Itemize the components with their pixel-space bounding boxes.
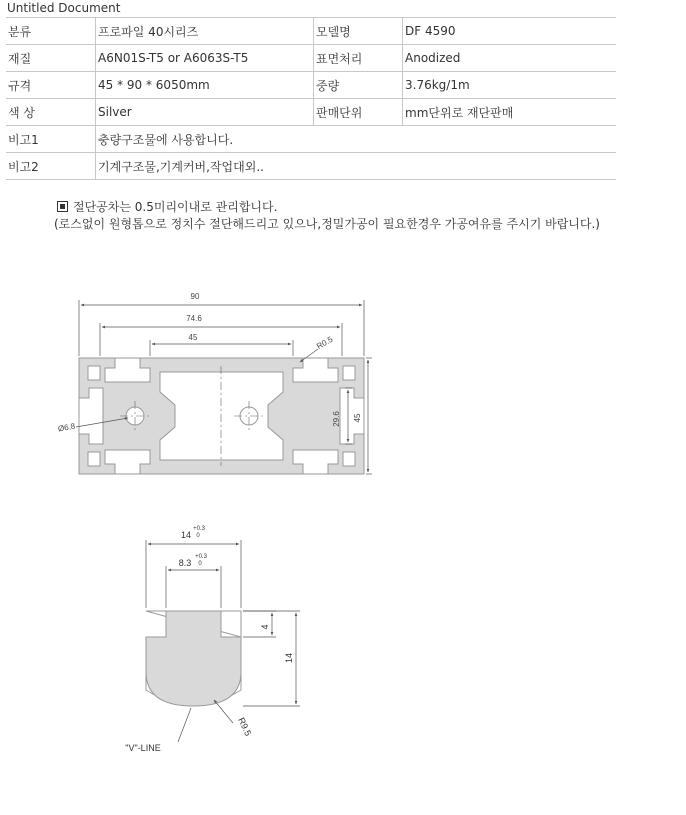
slot-83-label: 8.3 bbox=[178, 558, 192, 568]
slot-83-tol-low: 0 bbox=[198, 561, 202, 567]
spec-label: 비고2 bbox=[6, 153, 96, 180]
spec-label: 규격 bbox=[6, 72, 96, 99]
spec-value: 프로파일 40시리즈 bbox=[96, 18, 314, 45]
dim-width-label: 90 bbox=[190, 292, 200, 301]
slot-4-label: 4 bbox=[260, 624, 270, 630]
slot-14-tol-low: 0 bbox=[196, 533, 200, 539]
spec-value: mm단위로 재단판매 bbox=[403, 99, 617, 126]
spec-label: 모델명 bbox=[314, 18, 403, 45]
spec-label: 분류 bbox=[6, 18, 96, 45]
slot-83-tol-up: +0.3 bbox=[195, 554, 207, 560]
slot-14-tol-up: +0.3 bbox=[193, 526, 205, 532]
spec-value: Anodized bbox=[403, 45, 617, 72]
spec-label: 표면처리 bbox=[314, 45, 403, 72]
dim-hole-label: Ø6.8 bbox=[57, 421, 76, 434]
spec-label: 재질 bbox=[6, 45, 96, 72]
vline-label: "V"-LINE bbox=[125, 743, 161, 753]
spec-value: 45 * 90 * 6050mm bbox=[96, 72, 314, 99]
dim-29-label: 29.6 bbox=[332, 411, 341, 427]
dim-radius-label: R0.5 bbox=[315, 334, 335, 351]
note-text: (로스없이 원형톱으로 정치수 절단해드리고 있으나,정밀가공이 필요한경우 가공여유를 주시기 바랍니다.) bbox=[54, 217, 600, 231]
slot-14-label: 14 bbox=[180, 530, 192, 540]
spec-value: Silver bbox=[96, 99, 314, 126]
spec-value: 충량구조물에 사용합니다. bbox=[96, 126, 617, 153]
slot-14-side-label: 14 bbox=[284, 652, 294, 664]
spec-value: 3.76kg/1m bbox=[403, 72, 617, 99]
slot-body bbox=[146, 611, 241, 706]
spec-value: 기계구조물,기계커버,작업대외.. bbox=[96, 153, 617, 180]
spec-value: A6N01S-T5 or A6063S-T5 bbox=[96, 45, 314, 72]
dim-74-label: 74.6 bbox=[186, 314, 202, 323]
spec-label: 중량 bbox=[314, 72, 403, 99]
document-title: Untitled Document bbox=[7, 1, 121, 15]
spec-value: DF 4590 bbox=[403, 18, 617, 45]
spec-label: 색 상 bbox=[6, 99, 96, 126]
note-text: 절단공차는 0.5미리이내로 관리합니다. bbox=[73, 200, 278, 214]
spec-label: 판매단위 bbox=[314, 99, 403, 126]
dim-45-side-label: 45 bbox=[353, 413, 362, 423]
spec-label: 비고1 bbox=[6, 126, 96, 153]
slot-r95-label: R9.5 bbox=[236, 716, 254, 738]
dim-45-top-label: 45 bbox=[188, 333, 198, 342]
